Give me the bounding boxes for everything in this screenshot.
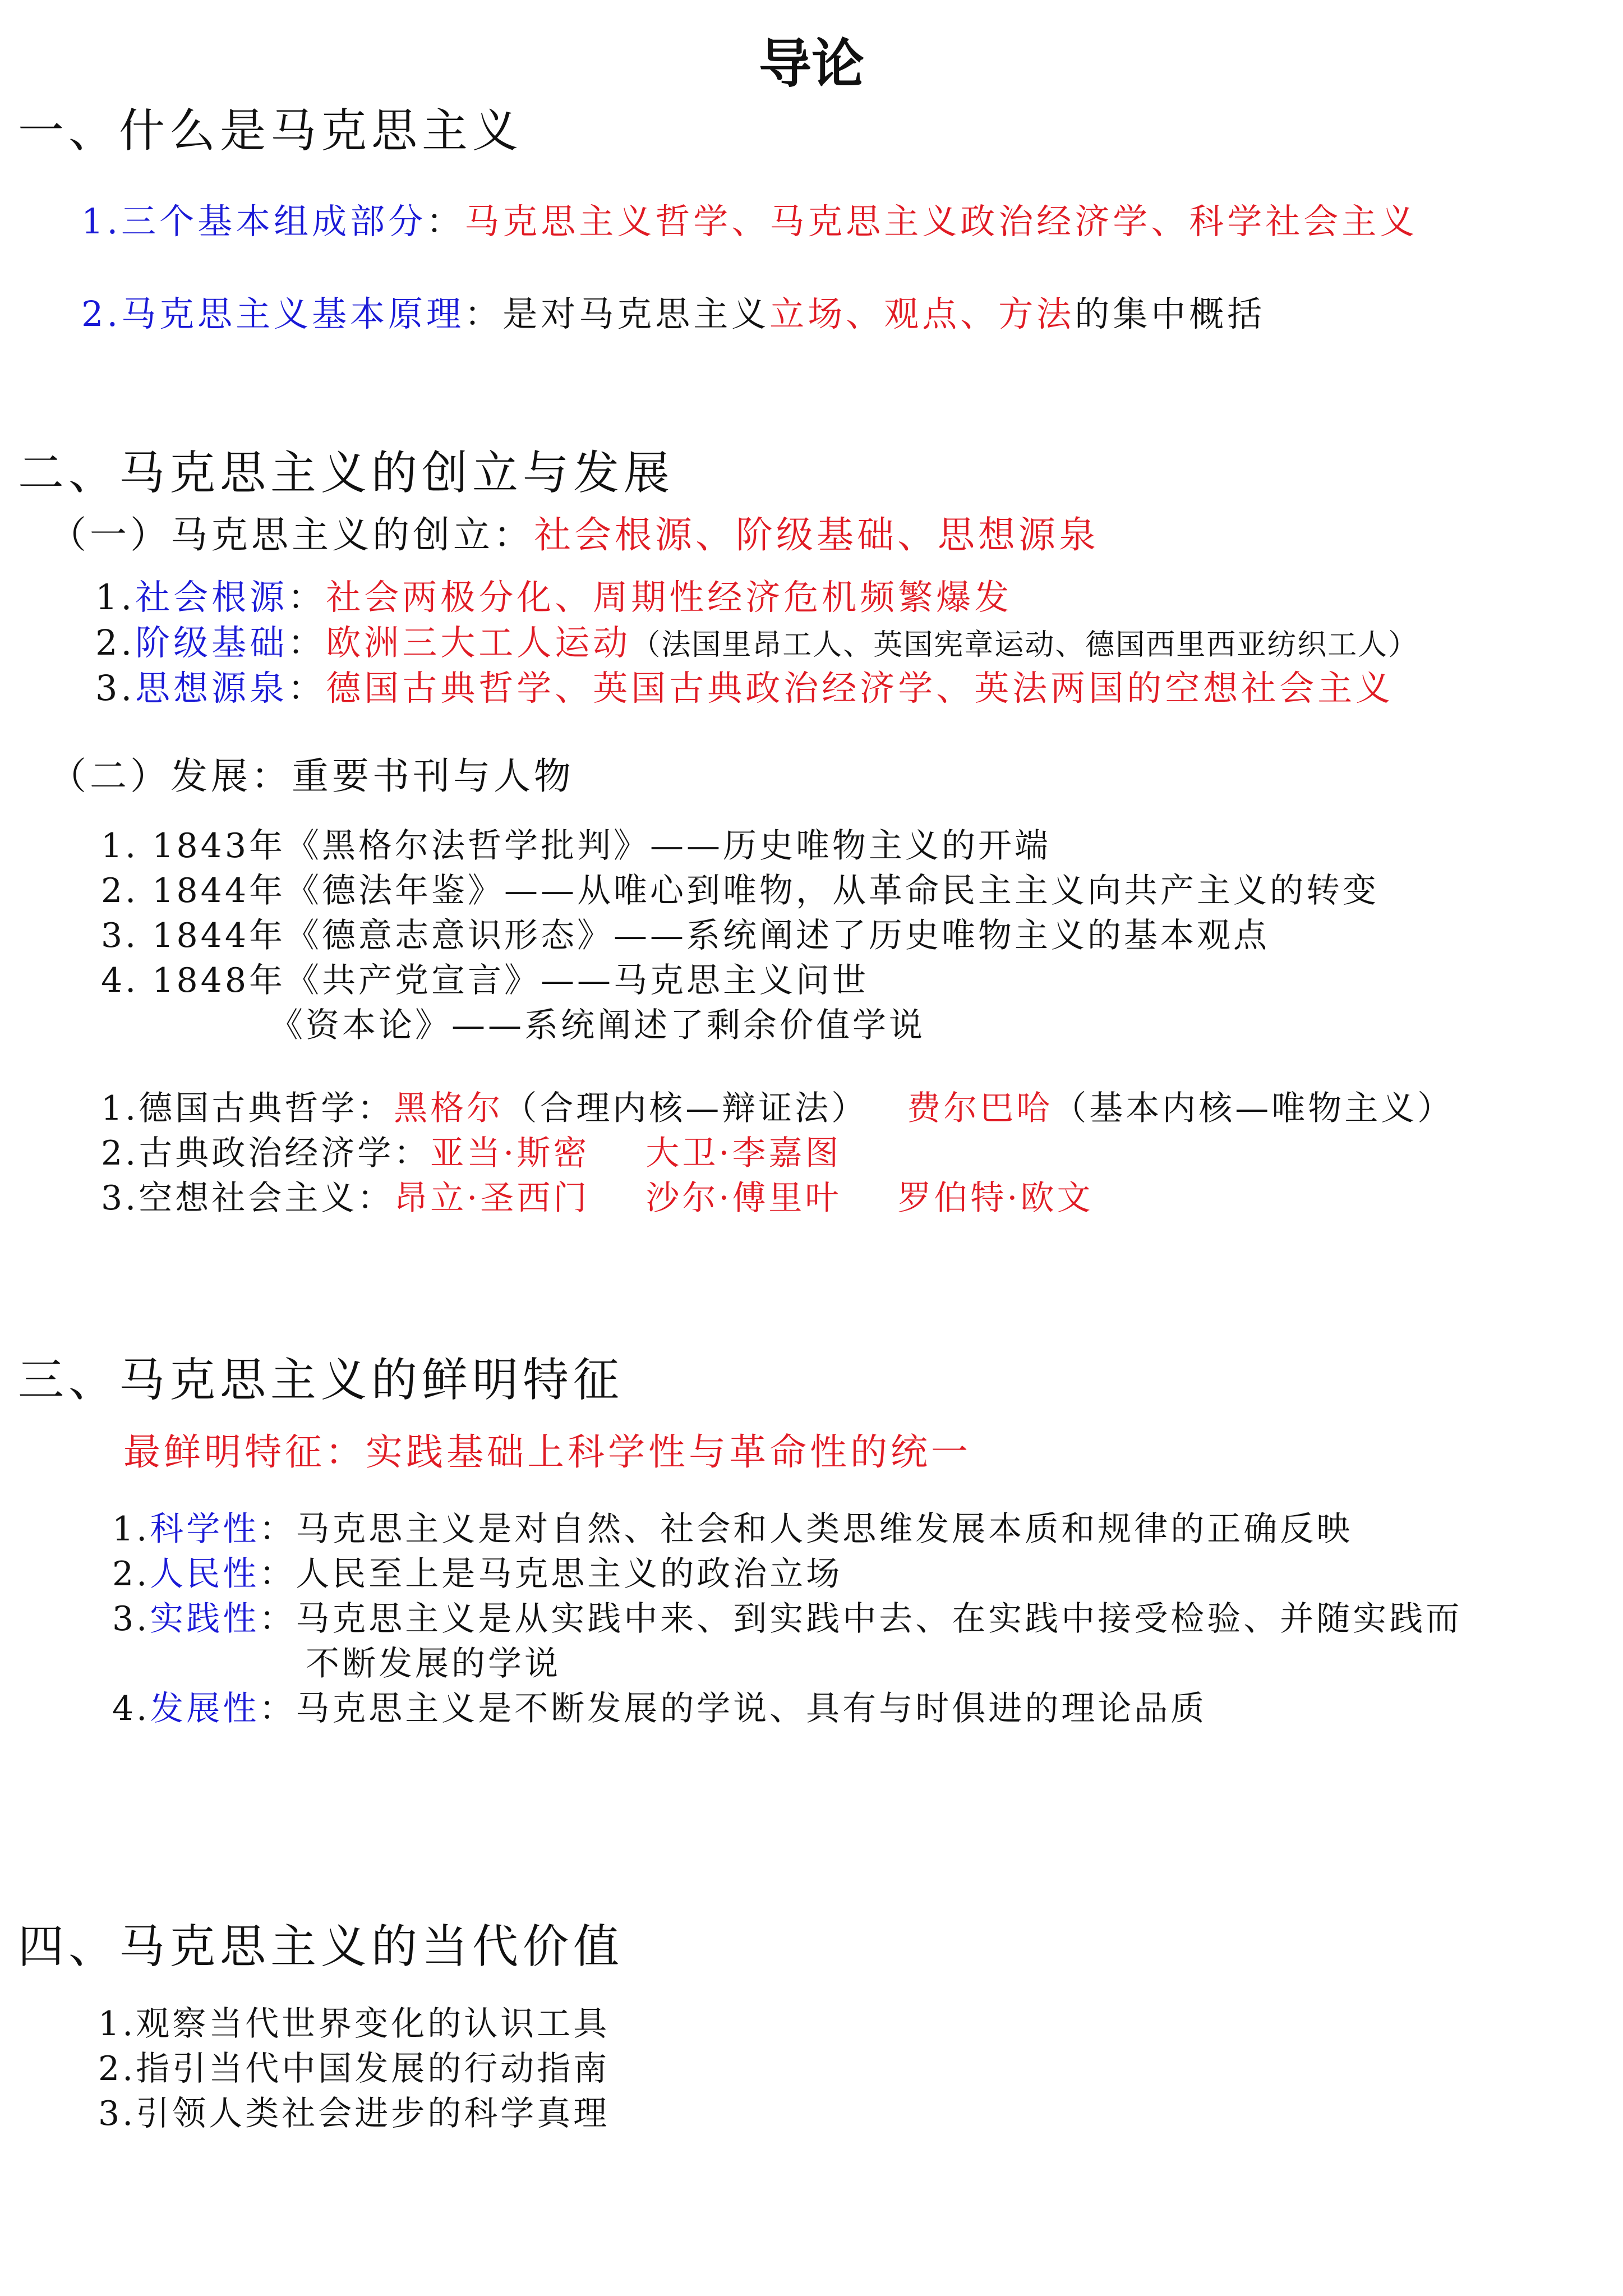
item-highlight: 立场、观点、方法	[769, 293, 1075, 334]
item-label: 科学性	[150, 1510, 260, 1549]
feature-item-3-continued: 不断发展的学说	[306, 1644, 561, 1683]
work-item-3: 3. 1844年《德意志意识形态》——系统阐述了历史唯物主义的基本观点	[101, 916, 1270, 955]
item-colon: ：	[288, 622, 326, 663]
item-content-post: 的集中概括	[1075, 293, 1266, 334]
people-row-1	[101, 1082, 1454, 1130]
item-content: 德国古典哲学、英国古典政治经济学、英法两国的空想社会主义	[326, 668, 1394, 708]
item-colon: ：	[259, 1689, 296, 1728]
person-name: 罗伯特·欧文	[897, 1179, 1094, 1218]
item-label: 三个基本组成部分	[121, 201, 427, 242]
person-name: 亚当·斯密	[430, 1134, 590, 1173]
person-note: （基本内核—唯物主义）	[1053, 1089, 1454, 1128]
item-number: 2.	[112, 1554, 150, 1594]
section-4-heading: 四、马克思主义的当代价值	[18, 1920, 624, 1973]
item-number: 3.	[95, 668, 136, 708]
item-content: 马克思主义是从实践中来、到实践中去、在实践中接受检验、并随实践而	[296, 1599, 1463, 1639]
people-row-3	[101, 1171, 1093, 1220]
item-colon: ：	[426, 201, 465, 242]
item-content: 社会两极分化、周期性经济危机频繁爆发	[326, 577, 1013, 618]
people-row-2	[101, 1126, 841, 1175]
item-content: 马克思主义是对自然、社会和人类思维发展本质和规律的正确反映	[296, 1510, 1353, 1549]
item-content: 马克思主义哲学、马克思主义政治经济学、科学社会主义	[464, 201, 1418, 242]
item-number: 2.	[81, 293, 122, 334]
people-label: 3.空想社会主义：	[101, 1179, 394, 1218]
item-colon: ：	[259, 1554, 296, 1594]
person-name: 沙尔·傅里叶	[645, 1179, 842, 1218]
item-label: 实践性	[150, 1599, 260, 1639]
sec2-sub2-heading: （二）发展：重要书刊与人物	[49, 754, 574, 798]
sec2-sub1-heading	[49, 505, 1099, 558]
item-colon: ：	[464, 293, 503, 334]
item-label: 阶级基础	[135, 622, 288, 663]
item-content: 马克思主义是不断发展的学说、具有与时俱进的理论品质	[296, 1689, 1207, 1728]
sub-heading-highlight: 社会根源、阶级基础、思想源泉	[534, 513, 1099, 556]
item-label: 马克思主义基本原理	[121, 293, 465, 334]
feature-item-3	[112, 1592, 1462, 1640]
page-title: 导论	[758, 33, 864, 95]
person-name: 黑格尔	[394, 1089, 504, 1128]
sec2-origin-item-1	[95, 569, 1012, 619]
item-colon: ：	[288, 577, 326, 618]
work-item-5: 《资本论》——系统阐述了剩余价值学说	[269, 1006, 925, 1045]
person-name: 大卫·李嘉图	[645, 1134, 842, 1173]
item-number: 2.	[95, 622, 136, 663]
value-item-3: 3.引领人类社会进步的科学真理	[98, 2094, 610, 2133]
sec1-item-2	[81, 286, 1265, 336]
item-number: 1.	[112, 1510, 150, 1549]
item-colon: ：	[259, 1510, 296, 1549]
value-item-2: 2.指引当代中国发展的行动指南	[98, 2049, 610, 2088]
people-label: 1.德国古典哲学：	[101, 1089, 394, 1128]
person-note: （合理内核—辩证法）	[503, 1089, 868, 1128]
item-content-pre: 是对马克思主义	[502, 293, 770, 334]
item-label: 思想源泉	[135, 668, 288, 708]
sec2-origin-item-2	[95, 615, 1418, 665]
item-colon: ：	[288, 668, 326, 708]
work-item-1: 1. 1843年《黑格尔法哲学批判》——历史唯物主义的开端	[101, 826, 1052, 866]
item-number: 4.	[112, 1689, 150, 1728]
item-note: （法国里昂工人、英国宪章运动、德国西里西亚纺织工人）	[631, 628, 1419, 662]
item-colon: ：	[259, 1599, 296, 1639]
item-number: 1.	[81, 201, 122, 242]
item-content: 欧洲三大工人运动	[326, 622, 631, 663]
section-1-heading: 一、什么是马克思主义	[18, 104, 523, 158]
section-2-heading: 二、马克思主义的创立与发展	[18, 447, 675, 500]
person-name: 费尔巴哈	[907, 1089, 1053, 1128]
item-number: 3.	[112, 1599, 150, 1639]
value-item-1: 1.观察当代世界变化的认识工具	[98, 2004, 610, 2044]
section-3-heading: 三、马克思主义的鲜明特征	[18, 1354, 624, 1407]
item-label: 社会根源	[135, 577, 288, 618]
work-item-2: 2. 1844年《德法年鉴》——从唯心到唯物，从革命民主主义向共产主义的转变	[101, 871, 1380, 910]
feature-item-4	[112, 1682, 1207, 1730]
people-label: 2.古典政治经济学：	[101, 1134, 431, 1173]
sec2-origin-item-3	[95, 660, 1394, 710]
item-label: 发展性	[150, 1689, 260, 1728]
work-item-4: 4. 1848年《共产党宣言》——马克思主义问世	[101, 961, 869, 1000]
key-feature: 最鲜明特征：实践基础上科学性与革命性的统一	[123, 1430, 971, 1474]
feature-item-2	[112, 1547, 842, 1595]
item-number: 1.	[95, 577, 136, 618]
sub-heading-text: （一）马克思主义的创立：	[49, 513, 534, 556]
feature-item-1	[112, 1502, 1353, 1550]
item-label: 人民性	[150, 1554, 260, 1594]
person-name: 昂立·圣西门	[394, 1179, 590, 1218]
item-content: 人民至上是马克思主义的政治立场	[296, 1554, 843, 1594]
sec1-item-1	[81, 194, 1418, 243]
